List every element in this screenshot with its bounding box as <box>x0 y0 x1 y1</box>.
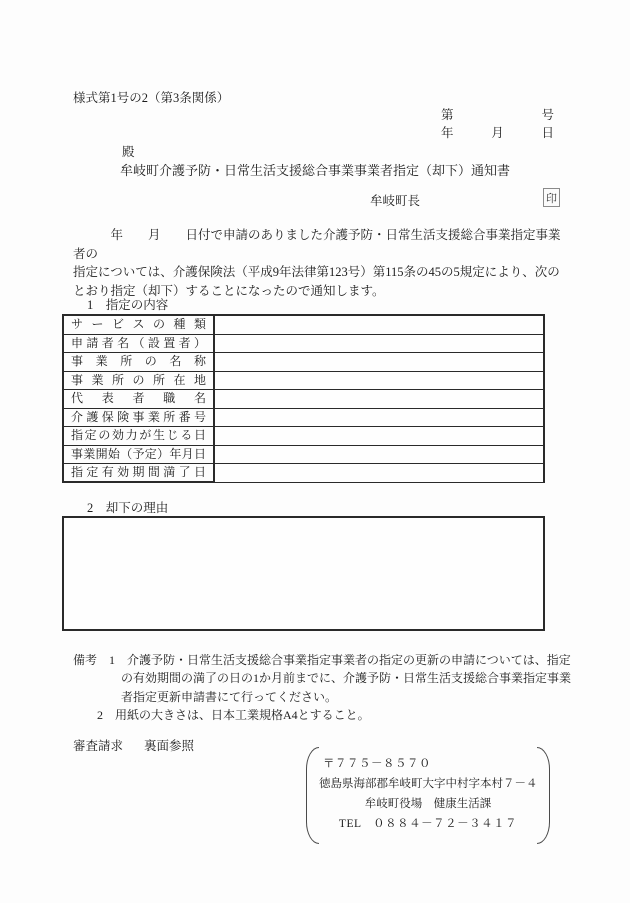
body-paragraph <box>73 226 568 300</box>
rejection-reason-box[interactable] <box>62 516 545 631</box>
doc-number-suffix: 号 <box>541 108 554 122</box>
remarks-line: 備考 1 介護予防・日常生活支援総合事業指定事業者の指定の更新の申請については、指定 <box>73 653 571 667</box>
table-row <box>64 335 543 354</box>
table-row <box>64 427 543 446</box>
remarks-block <box>73 651 578 724</box>
remarks-line: 者指定更新申請書にて行ってください。 <box>73 689 338 704</box>
bracket-right-decoration <box>537 747 550 844</box>
field-insurance-office-number[interactable] <box>215 409 543 427</box>
table-row <box>64 390 543 409</box>
seal-stamp-icon <box>543 188 560 207</box>
contact-address-text <box>319 754 537 834</box>
document-number-line <box>441 105 554 123</box>
field-service-type[interactable] <box>215 316 543 334</box>
appeal-reference: 裏面参照 <box>144 739 195 753</box>
row-label-insurance-office-number: 介護保険事業所番号 <box>64 409 215 427</box>
row-label-expiration-date: 指定有効期間満了日 <box>64 464 215 482</box>
contact-address-block <box>306 747 550 844</box>
field-business-start-date[interactable] <box>215 446 543 464</box>
remarks-line: の有効期間の満了の日の1か月前までに、介護予防・日常生活支援総合事業指定事業 <box>73 671 572 686</box>
body-line: 指定については、介護保険法（平成9年法律第123号）第115条の45の5規定により、次の <box>73 265 560 280</box>
field-applicant-name[interactable] <box>215 335 543 353</box>
table-row <box>64 353 543 372</box>
field-representative-title[interactable] <box>215 390 543 408</box>
table-row <box>64 446 543 465</box>
table-row <box>64 409 543 428</box>
issuer-name: 牟岐町長 <box>370 194 421 208</box>
date-year-label: 年 <box>441 126 454 140</box>
doc-number-prefix: 第 <box>441 108 454 122</box>
row-label-business-start-date: 事業開始（予定）年月日 <box>64 446 215 464</box>
appeal-request-line <box>73 736 194 754</box>
field-office-name[interactable] <box>215 353 543 371</box>
bracket-left-decoration <box>306 747 319 844</box>
designation-details-table <box>62 314 545 483</box>
body-line: 年 月 日付で申請のありました介護予防・日常生活支援総合事業指定事業者の <box>73 228 561 261</box>
section-2-heading: 2 却下の理由 <box>87 501 169 515</box>
row-label-office-address: 事業所の所在地 <box>64 372 215 390</box>
issue-date-line <box>441 123 554 141</box>
table-row <box>64 316 543 335</box>
row-label-applicant-name: 申請者名（設置者） <box>64 335 215 353</box>
row-label-office-name: 事業所の名称 <box>64 353 215 371</box>
date-day-label: 日 <box>541 126 554 140</box>
row-label-representative-title: 代表者職名 <box>64 390 215 408</box>
seal-character: 印 <box>546 192 557 205</box>
section-1-heading: 1 指定の内容 <box>87 298 169 312</box>
address-line: 徳島県海部郡牟岐町大字中村字本村７－４ <box>319 778 538 790</box>
appeal-label: 審査請求 <box>73 739 124 753</box>
addressee-honorific: 殿 <box>122 145 135 159</box>
row-label-effective-date: 指定の効力が生じる日 <box>64 427 215 445</box>
phone-number: TEL ０８８４－７２－３４１７ <box>338 818 518 830</box>
table-row <box>64 372 543 391</box>
date-month-label: 月 <box>491 126 504 140</box>
field-expiration-date[interactable] <box>215 464 543 482</box>
row-label-service-type: サービスの種類 <box>64 316 215 334</box>
body-line: とおり指定（却下）することになったので通知します。 <box>73 283 385 298</box>
office-department-name: 牟岐町役場 健康生活課 <box>364 798 492 810</box>
table-row <box>64 464 543 482</box>
field-office-address[interactable] <box>215 372 543 390</box>
form-number-label: 様式第1号の2（第3条関係） <box>73 91 230 105</box>
field-effective-date[interactable] <box>215 427 543 445</box>
document-title: 牟岐町介護予防・日常生活支援総合事業事業者指定（却下）通知書 <box>119 163 510 178</box>
postal-code: 〒７７５－８５７０ <box>323 758 431 770</box>
remarks-line: 2 用紙の大きさは、日本工業規格A4とすること。 <box>73 707 370 722</box>
